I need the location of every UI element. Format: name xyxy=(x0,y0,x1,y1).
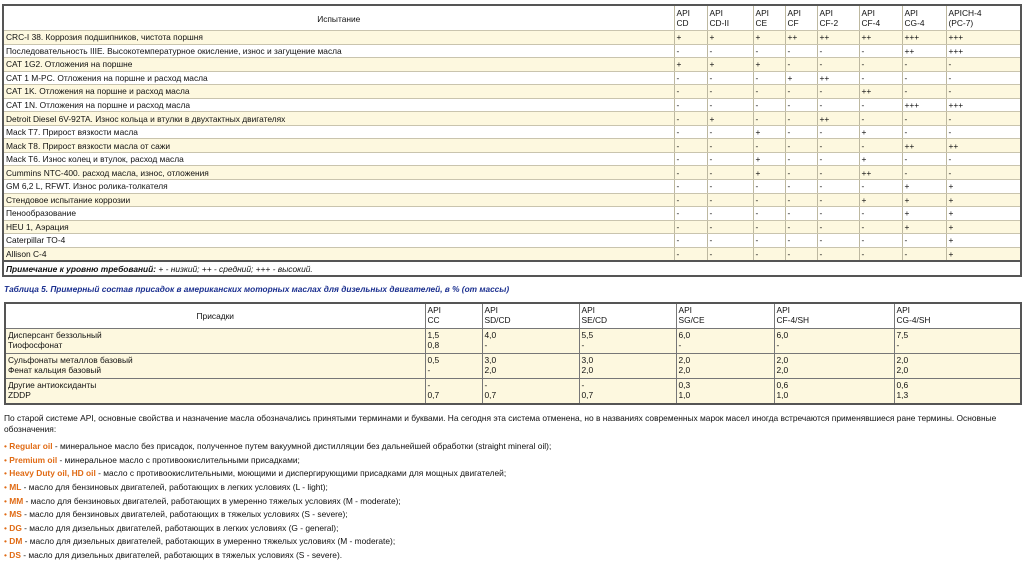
percent-cell: 0,5 - xyxy=(425,354,482,379)
level-cell: - xyxy=(674,180,707,194)
level-cell: - xyxy=(817,234,859,248)
level-cell: ++ xyxy=(902,44,946,58)
table-row xyxy=(3,207,1021,221)
level-cell: ++ xyxy=(859,31,902,45)
level-cell: + xyxy=(674,58,707,72)
level-cell: ++ xyxy=(817,71,859,85)
level-cell: - xyxy=(674,234,707,248)
level-cell: + xyxy=(753,58,785,72)
bullet-icon: • xyxy=(4,550,10,561)
table-row xyxy=(3,125,1021,139)
percent-cell: 5,5 - xyxy=(579,329,676,354)
table-row xyxy=(3,98,1021,112)
test-name-cell: Mack T7. Прирост вязкости масла xyxy=(3,125,674,139)
test-name-cell: Последовательность IIIE. Высокотемпературное окисление, износ и загущение масла xyxy=(3,44,674,58)
term-description: - масло для бензиновых двигателей, работающих в легких условиях (L - light); xyxy=(21,481,328,492)
level-cell: - xyxy=(707,207,753,221)
term-label: DS xyxy=(9,550,21,561)
level-cell: + xyxy=(859,193,902,207)
level-cell: - xyxy=(674,125,707,139)
level-cell: - xyxy=(674,207,707,221)
percent-cell: 6,0 - xyxy=(676,329,774,354)
term-label: MM xyxy=(9,495,24,506)
level-cell: - xyxy=(902,71,946,85)
percent-cell: 2,0 2,0 xyxy=(774,354,894,379)
column-header: Присадки xyxy=(5,303,425,329)
table-row xyxy=(3,193,1021,207)
table-row xyxy=(3,71,1021,85)
table-row xyxy=(5,379,1021,405)
level-cell: - xyxy=(707,180,753,194)
table-row xyxy=(5,354,1021,379)
list-item xyxy=(4,508,1020,522)
level-cell: - xyxy=(785,207,817,221)
level-cell: - xyxy=(946,112,1021,126)
level-cell: + xyxy=(902,180,946,194)
level-cell: - xyxy=(707,193,753,207)
level-cell: - xyxy=(674,44,707,58)
test-name-cell: Allison C-4 xyxy=(3,247,674,261)
percent-cell: 3,0 2,0 xyxy=(482,354,579,379)
level-cell: ++ xyxy=(902,139,946,153)
test-name-cell: Пенообразование xyxy=(3,207,674,221)
column-header: API CC xyxy=(425,303,482,329)
column-header: API CF-2 xyxy=(817,5,859,31)
level-cell: - xyxy=(817,152,859,166)
level-cell: - xyxy=(753,207,785,221)
level-cell: ++ xyxy=(859,85,902,99)
term-description: - масло для дизельных двигателей, работающих в легких условиях (G - general); xyxy=(21,522,339,533)
level-cell: - xyxy=(785,44,817,58)
level-cell: - xyxy=(707,98,753,112)
level-cell: - xyxy=(785,193,817,207)
level-cell: - xyxy=(674,220,707,234)
term-label: DG xyxy=(9,522,22,533)
level-cell: - xyxy=(817,220,859,234)
percent-cell: 3,0 2,0 xyxy=(579,354,676,379)
additive-name-cell: Другие антиоксиданты ZDDP xyxy=(5,379,425,405)
bullet-icon: • xyxy=(4,522,10,533)
level-cell: + xyxy=(785,71,817,85)
level-cell: + xyxy=(707,112,753,126)
api-tests-table xyxy=(2,4,1022,277)
column-header: API CF-4/SH xyxy=(774,303,894,329)
table-row xyxy=(3,247,1021,261)
level-cell: - xyxy=(902,125,946,139)
test-name-cell: Cummins NTC-400. расход масла, износ, отложения xyxy=(3,166,674,180)
table-row xyxy=(3,112,1021,126)
level-cell: - xyxy=(674,139,707,153)
level-cell: + xyxy=(753,125,785,139)
percent-cell: - 0,7 xyxy=(482,379,579,405)
level-cell: + xyxy=(859,125,902,139)
test-name-cell: Стендовое испытание коррозии xyxy=(3,193,674,207)
note-row xyxy=(3,261,1021,276)
level-cell: - xyxy=(785,139,817,153)
level-cell: - xyxy=(817,58,859,72)
column-header: API CE xyxy=(753,5,785,31)
bullet-icon: • xyxy=(4,536,10,547)
level-cell: +++ xyxy=(902,31,946,45)
test-name-cell: CAT 1G2. Отложения на поршне xyxy=(3,58,674,72)
level-cell: + xyxy=(946,207,1021,221)
percent-cell: 4,0 - xyxy=(482,329,579,354)
level-cell: + xyxy=(707,58,753,72)
table-row xyxy=(5,329,1021,354)
test-name-cell: HEU 1, Аэрация xyxy=(3,220,674,234)
level-cell: - xyxy=(753,247,785,261)
column-header: API CD xyxy=(674,5,707,31)
column-header: API CG-4/SH xyxy=(894,303,1021,329)
test-name-cell: Mack T8. Прирост вязкости масла от сажи xyxy=(3,139,674,153)
table5-caption: Таблица 5. Примерный состав присадок в американских моторных маслах для дизельных двигателей, в % (от массы) xyxy=(4,284,510,294)
additives-table xyxy=(4,302,1022,405)
requirements-note: Примечание к уровню требований: + - низкий; ++ - средний; +++ - высокий. xyxy=(3,261,1021,276)
level-cell: ++ xyxy=(817,112,859,126)
level-cell: + xyxy=(902,207,946,221)
level-cell: - xyxy=(817,98,859,112)
level-cell: - xyxy=(785,58,817,72)
level-cell: - xyxy=(859,112,902,126)
level-cell: - xyxy=(946,71,1021,85)
level-cell: - xyxy=(753,85,785,99)
level-cell: - xyxy=(817,85,859,99)
level-cell: - xyxy=(753,234,785,248)
level-cell: - xyxy=(902,234,946,248)
percent-cell: - 0,7 xyxy=(425,379,482,405)
table-row xyxy=(3,152,1021,166)
table-header-row xyxy=(5,303,1021,329)
level-cell: + xyxy=(859,152,902,166)
test-name-cell: CAT 1 M-PC. Отложения на поршне и расход масла xyxy=(3,71,674,85)
percent-cell: 2,0 2,0 xyxy=(894,354,1021,379)
level-cell: - xyxy=(707,125,753,139)
table-row xyxy=(3,58,1021,72)
level-cell: - xyxy=(817,139,859,153)
level-cell: - xyxy=(674,112,707,126)
bullet-icon: • xyxy=(4,495,10,506)
term-description: - масло для дизельных двигателей, работающих в умеренно тяжелых условиях (M - moderate); xyxy=(22,536,396,547)
table-row xyxy=(3,166,1021,180)
percent-cell: 1,5 0,8 xyxy=(425,329,482,354)
level-cell: + xyxy=(707,31,753,45)
level-cell: - xyxy=(785,85,817,99)
level-cell: - xyxy=(902,112,946,126)
level-cell: - xyxy=(902,166,946,180)
level-cell: + xyxy=(674,31,707,45)
list-item xyxy=(4,522,1020,536)
test-name-cell: Mack T6. Износ колец и втулок, расход масла xyxy=(3,152,674,166)
level-cell: - xyxy=(946,85,1021,99)
level-cell: - xyxy=(707,152,753,166)
level-cell: - xyxy=(859,139,902,153)
level-cell: + xyxy=(946,247,1021,261)
bullet-icon: • xyxy=(4,441,10,451)
level-cell: + xyxy=(946,234,1021,248)
level-cell: - xyxy=(859,247,902,261)
level-cell: - xyxy=(817,180,859,194)
percent-cell: - 0,7 xyxy=(579,379,676,405)
level-cell: - xyxy=(859,58,902,72)
table-row xyxy=(3,85,1021,99)
level-cell: - xyxy=(859,44,902,58)
list-item xyxy=(4,467,1020,481)
level-cell: - xyxy=(707,139,753,153)
level-cell: - xyxy=(674,166,707,180)
list-item xyxy=(4,440,1020,454)
level-cell: - xyxy=(753,139,785,153)
percent-cell: 0,6 1,0 xyxy=(774,379,894,405)
level-cell: ++ xyxy=(785,31,817,45)
note-label: Примечание к уровню требований: xyxy=(6,263,157,274)
list-item xyxy=(4,495,1020,509)
level-cell: - xyxy=(859,234,902,248)
level-cell: - xyxy=(946,58,1021,72)
column-header: API CF xyxy=(785,5,817,31)
level-cell: - xyxy=(753,112,785,126)
table-header-row xyxy=(3,5,1021,31)
level-cell: - xyxy=(946,152,1021,166)
level-cell: - xyxy=(902,58,946,72)
term-description: - масло для дизельных двигателей, работающих в тяжелых условиях (S - severe). xyxy=(20,550,343,561)
term-description: - минеральное масло без присадок, полученное путем вакуумной дистилляции без дальнейшей обработки (straight mineral oil); xyxy=(52,441,552,451)
term-description: - масло для бензиновых двигателей, работающих в умеренно тяжелых условиях (M - moderate); xyxy=(23,495,401,506)
level-cell: ++ xyxy=(817,31,859,45)
level-cell: +++ xyxy=(902,98,946,112)
level-cell: - xyxy=(707,85,753,99)
term-description: - минеральное масло с противоокислительными присадками; xyxy=(57,454,300,465)
level-cell: - xyxy=(817,207,859,221)
level-cell: +++ xyxy=(946,98,1021,112)
level-cell: - xyxy=(707,166,753,180)
level-cell: - xyxy=(707,220,753,234)
level-cell: - xyxy=(707,71,753,85)
test-name-cell: Caterpillar TO-4 xyxy=(3,234,674,248)
column-header: API CG-4 xyxy=(902,5,946,31)
term-label: Regular oil xyxy=(9,441,53,451)
level-cell: - xyxy=(707,247,753,261)
level-cell: - xyxy=(817,44,859,58)
column-header: Испытание xyxy=(3,5,674,31)
level-cell: + xyxy=(946,180,1021,194)
level-cell: - xyxy=(817,166,859,180)
table-row xyxy=(3,234,1021,248)
level-cell: - xyxy=(674,193,707,207)
level-cell: - xyxy=(859,180,902,194)
level-cell: ++ xyxy=(859,166,902,180)
percent-cell: 7,5 - xyxy=(894,329,1021,354)
column-header: API CD-II xyxy=(707,5,753,31)
level-cell: - xyxy=(859,98,902,112)
list-item xyxy=(4,454,1020,468)
level-cell: - xyxy=(674,152,707,166)
test-name-cell: Detroit Diesel 6V-92TA. Износ кольца и втулки в двухтактных двигателях xyxy=(3,112,674,126)
column-header: APICH-4 (PC-7) xyxy=(946,5,1021,31)
test-name-cell: CRC-I 38. Коррозия подшипников, чистота поршня xyxy=(3,31,674,45)
additive-name-cell: Сульфонаты металлов базовый Фенат кальция базовый xyxy=(5,354,425,379)
table-row xyxy=(3,44,1021,58)
level-cell: + xyxy=(753,152,785,166)
level-cell: + xyxy=(946,220,1021,234)
column-header: API SG/CE xyxy=(676,303,774,329)
term-description: - масло для бензиновых двигателей, работающих в тяжелых условиях (S - severe); xyxy=(21,509,348,520)
level-cell: - xyxy=(785,220,817,234)
percent-cell: 0,6 1,3 xyxy=(894,379,1021,405)
list-item xyxy=(4,481,1020,495)
level-cell: + xyxy=(902,220,946,234)
percent-cell: 0,3 1,0 xyxy=(676,379,774,405)
level-cell: - xyxy=(946,125,1021,139)
column-header: API SD/CD xyxy=(482,303,579,329)
table-row xyxy=(3,139,1021,153)
level-cell: - xyxy=(674,71,707,85)
level-cell: - xyxy=(785,112,817,126)
test-name-cell: GM 6,2 L, RFWT. Износ ролика-толкателя xyxy=(3,180,674,194)
test-name-cell: CAT 1N. Отложения на поршне и расход масла xyxy=(3,98,674,112)
level-cell: - xyxy=(674,247,707,261)
level-cell: + xyxy=(753,166,785,180)
column-header: API SE/CD xyxy=(579,303,676,329)
term-label: MS xyxy=(9,509,22,520)
level-cell: + xyxy=(946,193,1021,207)
additive-name-cell: Дисперсант беззольный Тиофосфонат xyxy=(5,329,425,354)
term-description: - масло с противоокислительными, моющими и диспергирующими присадками для мощных двигателей; xyxy=(95,468,507,479)
level-cell: - xyxy=(785,98,817,112)
term-label: Premium oil xyxy=(9,454,58,465)
level-cell: - xyxy=(753,44,785,58)
list-item xyxy=(4,535,1020,549)
level-cell: - xyxy=(902,152,946,166)
level-cell: +++ xyxy=(946,44,1021,58)
level-cell: - xyxy=(785,234,817,248)
level-cell: - xyxy=(859,207,902,221)
term-label: ML xyxy=(9,481,22,492)
percent-cell: 2,0 2,0 xyxy=(676,354,774,379)
level-cell: - xyxy=(707,234,753,248)
bullet-icon: • xyxy=(4,509,10,520)
level-cell: - xyxy=(674,85,707,99)
level-cell: - xyxy=(785,180,817,194)
table-row xyxy=(3,180,1021,194)
bullet-icon: • xyxy=(4,454,10,465)
level-cell: - xyxy=(785,125,817,139)
level-cell: - xyxy=(753,193,785,207)
level-cell: - xyxy=(902,85,946,99)
level-cell: + xyxy=(902,193,946,207)
column-header: API CF-4 xyxy=(859,5,902,31)
level-cell: - xyxy=(707,44,753,58)
term-label: DM xyxy=(9,536,23,547)
test-name-cell: CAT 1K. Отложения на поршне и расход масла xyxy=(3,85,674,99)
level-cell: ++ xyxy=(946,139,1021,153)
level-cell: - xyxy=(785,152,817,166)
level-cell: - xyxy=(946,166,1021,180)
term-label: Heavy Duty oil, HD oil xyxy=(9,468,96,479)
table-row xyxy=(3,220,1021,234)
table-row xyxy=(3,31,1021,45)
level-cell: - xyxy=(674,98,707,112)
level-cell: - xyxy=(859,71,902,85)
level-cell: +++ xyxy=(946,31,1021,45)
level-cell: - xyxy=(785,166,817,180)
level-cell: - xyxy=(753,98,785,112)
level-cell: + xyxy=(753,31,785,45)
level-cell: - xyxy=(859,220,902,234)
api-system-paragraph: По старой системе API, основные свойства и назначение масла обозначались принятыми терминами и буквами. На сегодня эта система отменена, но в названиях современных марок масел иногда встречаются применявшиеся ране термины. Основные обозначения: xyxy=(4,413,997,434)
level-cell: - xyxy=(817,125,859,139)
level-cell: - xyxy=(902,247,946,261)
bullet-icon: • xyxy=(4,468,10,479)
level-cell: - xyxy=(753,220,785,234)
percent-cell: 6,0 - xyxy=(774,329,894,354)
level-cell: - xyxy=(817,247,859,261)
bullet-icon: • xyxy=(4,481,10,492)
designations-list xyxy=(4,440,1020,563)
level-cell: - xyxy=(753,180,785,194)
level-cell: - xyxy=(817,193,859,207)
level-cell: - xyxy=(785,247,817,261)
level-cell: - xyxy=(753,71,785,85)
